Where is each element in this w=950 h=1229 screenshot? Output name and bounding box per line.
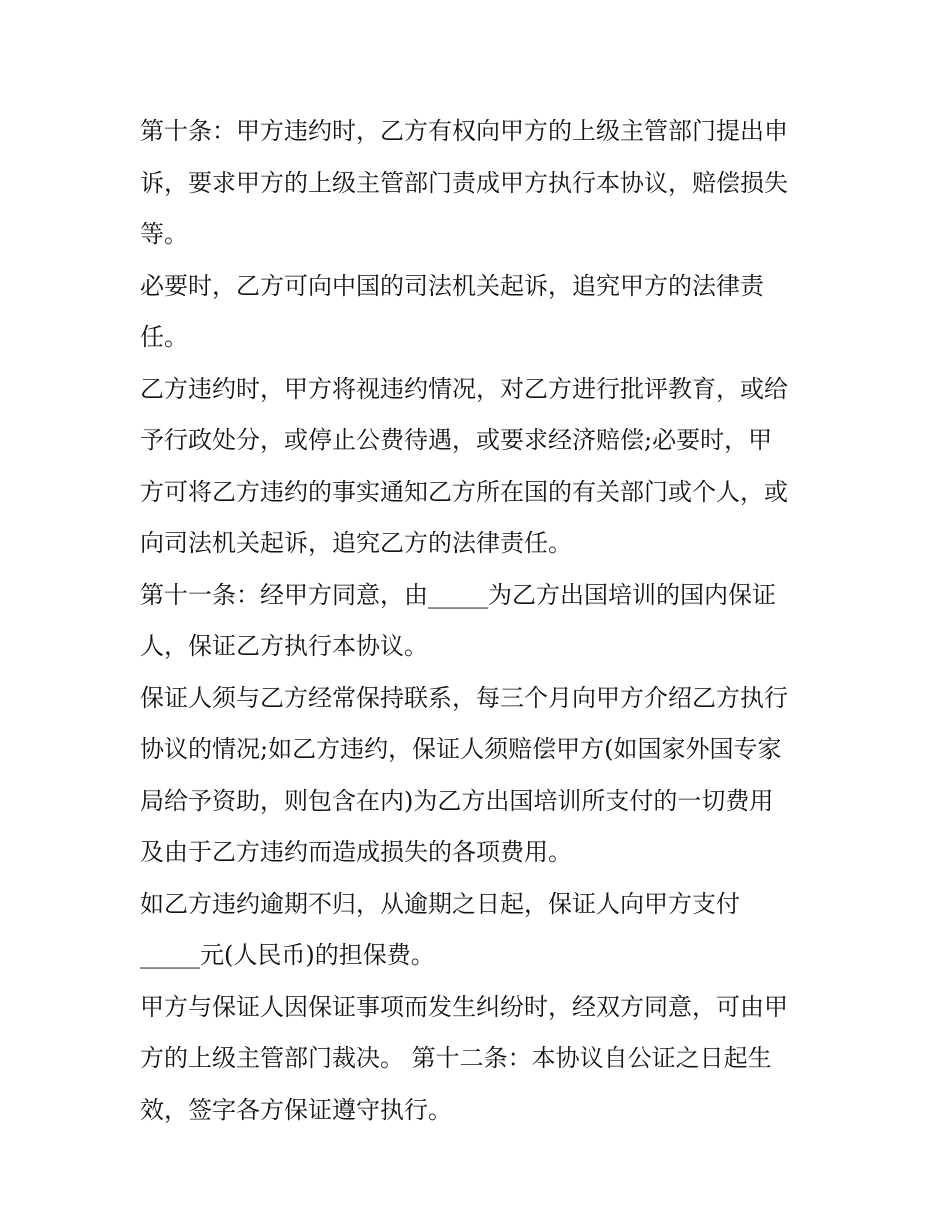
text-line: 予行政处分，或停止公费待遇，或要求经济赔偿;必要时，甲 (140, 426, 773, 454)
text-line: 任。 (140, 323, 188, 351)
text-line: 局给予资助，则包含在内)为乙方出国培训所支付的一切费用 (140, 786, 774, 815)
text-line: 保证人须与乙方经常保持联系，每三个月向甲方介绍乙方执行 (140, 683, 788, 712)
text-line: 必要时，乙方可向中国的司法机关起诉，追究甲方的法律责 (140, 271, 764, 300)
text-line: 第十条：甲方违约时，乙方有权向甲方的上级主管部门提出申 (140, 117, 788, 145)
text-line: 等。 (140, 220, 188, 248)
text-line: 及由于乙方违约而造成损失的各项费用。 (140, 838, 572, 866)
text-line: 协议的情况;如乙方违约，保证人须赔偿甲方(如国家外国专家 (140, 735, 782, 763)
text-line: 效，签字各方保证遵守执行。 (140, 1095, 452, 1124)
text-line: 方可将乙方违约的事实通知乙方所在国的有关部门或个人，或 (140, 477, 788, 506)
text-line: 第十一条：经甲方同意，由_____为乙方出国培训的国内保证 (140, 580, 776, 609)
text-line: 甲方与保证人因保证事项而发生纠纷时，经双方同意，可由甲 (140, 992, 788, 1021)
text-line: 诉，要求甲方的上级主管部门责成甲方执行本协议，赔偿损失 (140, 168, 788, 197)
document-body (140, 106, 820, 1136)
text-line: 向司法机关起诉，追究乙方的法律责任。 (140, 529, 572, 557)
text-line: _____元(人民币)的担保费。 (140, 941, 435, 969)
text-line: 方的上级主管部门裁决。 第十二条：本协议自公证之日起生 (140, 1044, 772, 1072)
text-line: 人，保证乙方执行本协议。 (140, 632, 428, 660)
text-line: 乙方违约时，甲方将视违约情况，对乙方进行批评教育，或给 (140, 374, 788, 403)
text-line: 如乙方违约逾期不归，从逾期之日起，保证人向甲方支付 (140, 889, 740, 918)
